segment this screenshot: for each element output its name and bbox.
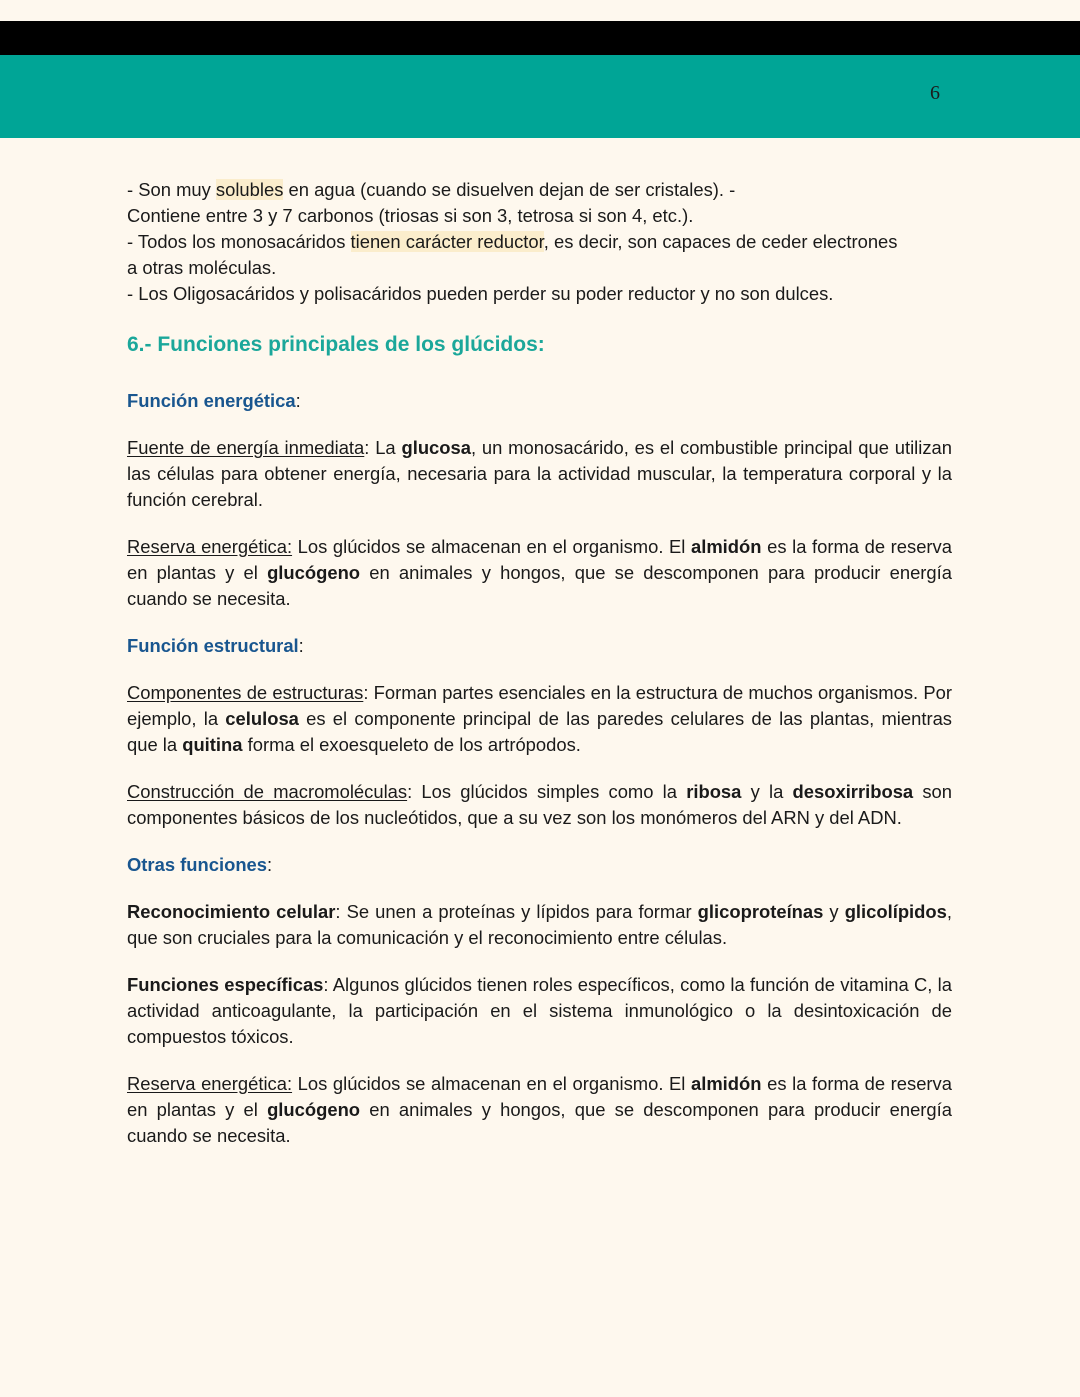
subheading-energetica: Función energética: <box>127 390 301 411</box>
term: Reserva energética: <box>127 536 293 557</box>
term: Reserva energética: <box>127 1073 293 1094</box>
paragraph-fuente-energia: Fuente de energía inmediata: La glucosa, un monosacárido, es el combustible principal que utilizan las células para obtener energía, necesaria para la actividad muscular, la temperatura corporal y la función cerebral. <box>127 437 952 510</box>
property-line: a otras moléculas. <box>127 257 277 278</box>
document-body <box>127 177 952 1149</box>
property-line: - Son muy solubles en agua (cuando se disuelven dejan de ser cristales). - <box>127 179 736 200</box>
subheading-estructural: Función estructural: <box>127 635 304 656</box>
properties-list <box>127 177 952 307</box>
term: Reconocimiento celular <box>127 901 336 922</box>
paragraph-reserva-energetica: Reserva energética: Los glúcidos se almacenan en el organismo. El almidón es la forma de reserva en plantas y el glucógeno en animales y hongos, que se descomponen para producir energía cuando se necesita. <box>127 536 952 609</box>
property-line: - Los Oligosacáridos y polisacáridos pueden perder su poder reductor y no son dulces. <box>127 283 834 304</box>
property-line: Contiene entre 3 y 7 carbonos (triosas si son 3, tetrosa si son 4, etc.). <box>127 205 694 226</box>
paragraph-macromoleculas: Construcción de macromoléculas: Los glúcidos simples como la ribosa y la desoxirribosa son componentes básicos de los nucleótidos, que a su vez son los monómeros del ARN y del ADN. <box>127 781 953 828</box>
term: Fuente de energía inmediata <box>127 437 365 458</box>
highlight: solubles <box>215 179 284 200</box>
paragraph-reserva-energetica-2: Reserva energética: Los glúcidos se almacenan en el organismo. El almidón es la forma de reserva en plantas y el glucógeno en animales y hongos, que se descomponen para producir energía cuando se necesita. <box>127 1073 952 1146</box>
term: Construcción de macromoléculas <box>127 781 408 802</box>
section-title: 6.- Funciones principales de los glúcidos: <box>127 333 545 356</box>
paragraph-componentes: Componentes de estructuras: Forman partes esenciales en la estructura de muchos organismos. Por ejemplo, la celulosa es el componente principal de las paredes celulares de las plantas, mientras que la quitina forma el exoesqueleto de los artrópodos. <box>127 682 953 755</box>
paragraph-especificas: Funciones específicas: Algunos glúcidos tienen roles específicos, como la función de vitamina C, la actividad anticoagulante, la participación en el sistema inmunológico o la desintoxicación de compuestos tóxicos. <box>127 974 952 1047</box>
subheading-otras: Otras funciones: <box>127 854 273 875</box>
term: Componentes de estructuras <box>127 682 364 703</box>
term: Funciones específicas <box>127 974 324 995</box>
highlight: tienen carácter reductor <box>350 231 544 252</box>
property-line: - Todos los monosacáridos tienen carácter reductor, es decir, son capaces de ceder electrones <box>127 231 898 252</box>
top-black-bar <box>0 21 1080 55</box>
page-number: 6 <box>930 82 940 104</box>
page-header-band <box>0 55 1080 138</box>
paragraph-reconocimiento: Reconocimiento celular: Se unen a proteínas y lípidos para formar glicoproteínas y glicolípidos, que son cruciales para la comunicación y el reconocimiento entre células. <box>127 901 952 948</box>
